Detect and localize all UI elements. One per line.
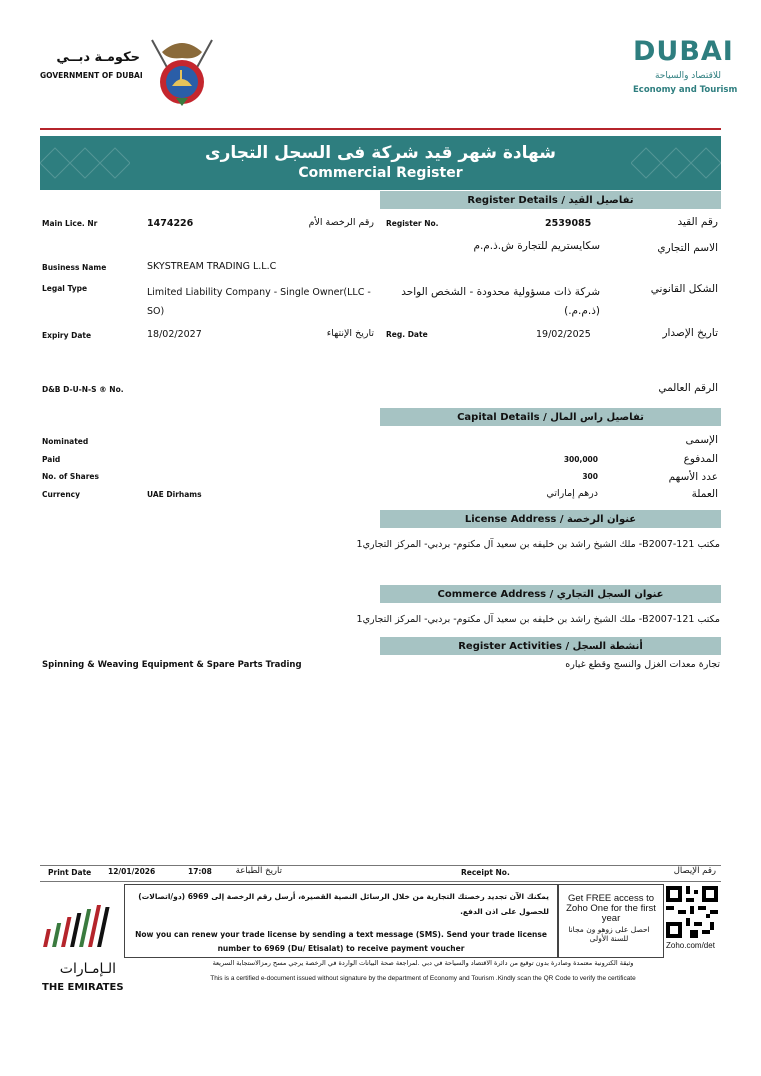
license-address-value: مكتب B2007-121- ملك الشيخ راشد بن خليفه بن سعيد آل مكتوم- بردبي- المركز التجاري1 bbox=[356, 539, 720, 550]
activities-heading: Register Activities / أنشطة السجل bbox=[380, 637, 721, 655]
pattern-left-icon bbox=[40, 136, 130, 190]
print-date-label: Print Date bbox=[48, 868, 92, 877]
dubai-logo: DUBAI bbox=[633, 36, 734, 67]
dubai-emblem-icon bbox=[146, 32, 218, 108]
commerce-address-value: مكتب B2007-121- ملك الشيخ راشد بن خليفه بن سعيد آل مكتوم- بردبي- المركز التجاري1 bbox=[356, 614, 720, 625]
register-no-value: 2539085 bbox=[545, 218, 592, 229]
zoho-box bbox=[558, 884, 664, 958]
reg-date-value: 19/02/2025 bbox=[536, 329, 591, 340]
capital-details-heading: Capital Details / تفاصيل راس المال bbox=[380, 408, 721, 426]
pattern-right-icon bbox=[631, 136, 721, 190]
paid-value: 300,000 bbox=[563, 455, 598, 464]
sms-text-ar: يمكنك الآن تجديد رخصتك التجارية من خلال الرسائل النصية القصيرة، أرسل رقم الرخصة إلى 6969 (دو/اتصالات) للحصول على اذن الدفع. bbox=[138, 892, 549, 916]
commerce-address-heading: Commerce Address / عنوان السجل التجاري bbox=[380, 585, 721, 603]
duns-ar: الرقم العالمي bbox=[658, 382, 718, 394]
legal-type-label: Legal Type bbox=[42, 284, 88, 293]
print-date-ar: تاريخ الطباعة bbox=[235, 866, 282, 876]
expiry-label: Expiry Date bbox=[42, 331, 92, 340]
shares-label: No. of Shares bbox=[42, 472, 99, 481]
zoho-text-ar: احصل على زوهو ون مجانا للسنة الأولى bbox=[568, 925, 650, 943]
currency-value: UAE Dirhams bbox=[147, 490, 202, 499]
nominated-ar: الإسمى bbox=[685, 434, 718, 446]
trade-name-ar-value: سكايستريم للتجارة ش.ذ.م.م bbox=[473, 240, 600, 252]
receipt-label: Receipt No. bbox=[461, 868, 510, 877]
reg-date-label: Reg. Date bbox=[386, 330, 428, 339]
header-divider bbox=[40, 128, 721, 130]
currency-label: Currency bbox=[42, 490, 81, 499]
license-address-heading: License Address / عنوان الرخصة bbox=[380, 510, 721, 528]
main-lice-label: Main Lice. Nr bbox=[42, 219, 98, 228]
legal-form-ar-label: الشكل القانوني bbox=[650, 283, 718, 295]
footer-mid-rule bbox=[40, 881, 721, 882]
zoho-text-en: Get FREE access to Zoho One for the first year bbox=[566, 893, 656, 924]
print-date-value: 12/01/2026 bbox=[108, 867, 156, 876]
sms-renewal-box bbox=[124, 884, 558, 958]
print-time-value: 17:08 bbox=[188, 867, 212, 876]
nominated-label: Nominated bbox=[42, 437, 89, 446]
currency-ar: العملة bbox=[691, 488, 718, 500]
legal-type-ar-value: شركة ذات مسؤولية محدودة - الشخص الواحد (ذ.م.م.) bbox=[401, 286, 600, 317]
shares-value: 300 bbox=[582, 472, 598, 481]
legal-type-value: Limited Liability Company - Single Owner(LLC - SO) bbox=[147, 287, 371, 317]
emirates-ar: الـإمـارات bbox=[59, 961, 116, 977]
expiry-value: 18/02/2027 bbox=[147, 329, 202, 340]
footer-top-rule bbox=[40, 865, 721, 866]
paid-label: Paid bbox=[42, 455, 61, 464]
duns-label: D&B D-U-N-S ® No. bbox=[42, 385, 124, 394]
main-lice-ar: رقم الرخصة الأم bbox=[308, 217, 374, 228]
dept-name-en: Economy and Tourism bbox=[633, 85, 738, 95]
title-en: Commercial Register bbox=[298, 165, 463, 181]
issue-ar: تاريخ الإصدار bbox=[662, 327, 718, 339]
emirates-en: THE EMIRATES bbox=[42, 982, 124, 993]
business-name-value: SKYSTREAM TRADING L.L.C bbox=[147, 261, 277, 272]
activities-ar: تجارة معدات الغزل والنسج وقطع غياره bbox=[565, 659, 720, 670]
activities-en: Spinning & Weaving Equipment & Spare Parts Trading bbox=[42, 660, 302, 670]
sms-text-en: Now you can renew your trade license by sending a text message (SMS). Send your trade license number to 6969 (Du/ Etisalat) to receive payment voucher bbox=[135, 930, 547, 953]
qr-code-icon[interactable] bbox=[666, 886, 718, 938]
title-band bbox=[40, 136, 721, 190]
shares-ar: عدد الأسهم bbox=[668, 471, 718, 483]
certified-ar: وثيقة الكترونية معتمدة وصادرة بدون توقيع من دائرة الاقتصاد والسياحة في دبي .لمراجعة صحة البيانات الواردة في الرخصة يرجي مسح رمزالاستجابة السريعة bbox=[212, 959, 634, 967]
zoho-url[interactable]: Zoho.com/det bbox=[666, 941, 715, 950]
certified-en: This is a certified e-document issued without signature by the department of Economy and Tourism .Kindly scan the QR Code to verify the certificate bbox=[210, 975, 636, 982]
main-lice-value: 1474226 bbox=[147, 218, 194, 229]
register-no-label: Register No. bbox=[386, 219, 439, 228]
trade-name-ar-label: الاسم التجاري bbox=[657, 242, 718, 254]
emirates-stripes-icon bbox=[42, 905, 118, 949]
gov-name-en: GOVERNMENT OF DUBAI bbox=[40, 71, 143, 80]
register-details-heading: Register Details / تفاصيل القيد bbox=[380, 191, 721, 209]
paid-ar: المدفوع bbox=[683, 453, 718, 465]
title-ar: شهادة شهر قيد شركة فى السجل التجارى bbox=[205, 143, 556, 163]
gov-name-ar: حكومـة دبــي bbox=[56, 50, 140, 65]
currency-value-ar: درهم إماراتي bbox=[546, 488, 598, 499]
register-no-ar: رقم القيد bbox=[677, 216, 718, 228]
business-name-label: Business Name bbox=[42, 263, 107, 272]
receipt-ar: رقم الإيصال bbox=[673, 866, 716, 876]
expiry-ar: تاريخ الإنتهاء bbox=[326, 328, 374, 339]
dept-name-ar: للاقتصاد والسياحة bbox=[654, 71, 721, 81]
